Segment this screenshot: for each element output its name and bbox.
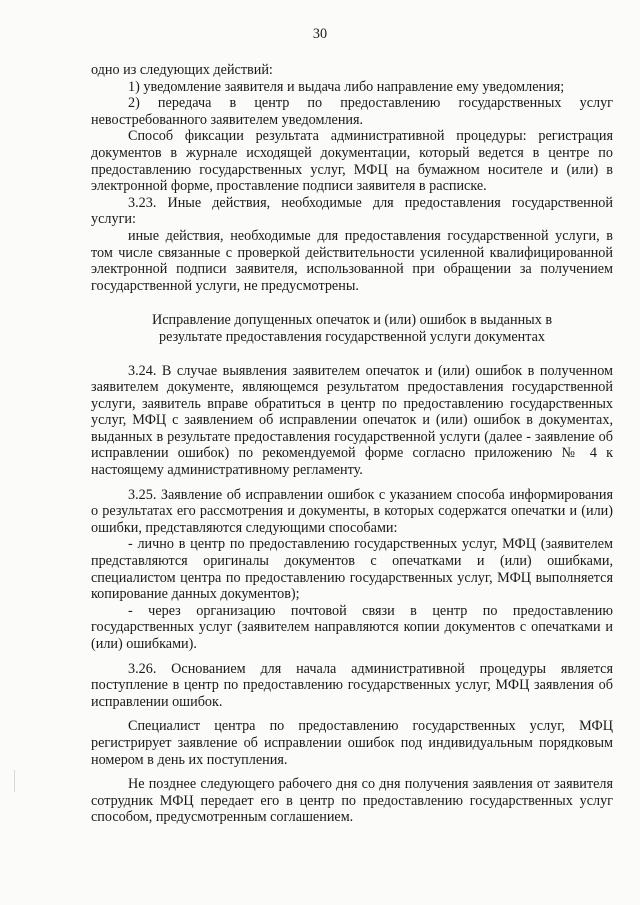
paragraph-fixation-method: Способ фиксации результата административной процедуры: регистрация документов в журнале исходящей документации, который ведется в центре по предоставлению государственных услуг, МФЦ на бумажном носителе и (или) в электронной форме, проставление подписи заявителя в расписке. [91,128,613,195]
page-number: 30 [312,26,328,42]
paragraph-registration: Специалист центра по предоставлению государственных услуг, МФЦ регистрирует заявление об исправлении ошибок под индивидуальным порядковым номером в день их поступления. [91,718,613,768]
paragraph-transfer: Не позднее следующего рабочего дня со дня получения заявления от заявителя сотрудник МФЦ передает его в центр по предоставлению государственных услуг способом, предусмотренным соглашением. [91,776,613,826]
paragraph-method-in-person: - лично в центр по предоставлению государственных услуг, МФЦ (заявителем представляются оригиналы документов с опечатками и (или) ошибками, специалистом центра по предоставлению государственных услуг, МФЦ выполняется копирование данных документов); [91,536,613,603]
paragraph-method-post: - через организацию почтовой связи в центр по предоставлению государственных услуг (заявителем направляются копии документов с опечатками и (или) ошибками). [91,602,613,652]
paragraph-option-2: 2) передача в центр по предоставлению государственных услуг невостребованного заявителем уведомления. [91,95,613,128]
paragraph-option-1: 1) уведомление заявителя и выдача либо направление ему уведомления; [128,78,565,95]
page-body [91,62,613,826]
paragraph-intro: одно из следующих действий: [91,62,273,78]
section-heading: Исправление допущенных опечаток и (или) ошибок в выданных в результате предоставления государственной услуги документах [151,312,553,345]
scan-margin-mark [14,770,15,792]
paragraph-3-26: 3.26. Основанием для начала административной процедуры является поступление в центр по предоставлению государственных услуг, МФЦ заявления об исправлении ошибок. [91,660,613,710]
paragraph-3-23: 3.23. Иные действия, необходимые для предоставления государственной услуги: [91,194,613,228]
paragraph-other-actions: иные действия, необходимые для предоставления государственной услуги, в том числе связанные с проверкой действительности усиленной квалифицированной электронной подписи заявителя, использованной при обращении за получением государственной услуги, не предусмотрены. [91,227,613,294]
paragraph-3-24: 3.24. В случае выявления заявителем опечаток и (или) ошибок в полученном заявителем документе, являющемся результатом предоставления государственной услуги, заявитель вправе обратиться в центр по предоставлению государственных услуг, МФЦ с заявлением об исправлении опечаток и (или) ошибок в документах, выданных в результате предоставления государственной услуги (далее - заявление об исправлении ошибок) по рекомендуемой форме согласно приложению № 4 к настоящему административному регламенту. [91,362,613,479]
paragraph-3-25: 3.25. Заявление об исправлении ошибок с указанием способа информирования о результатах его рассмотрения и документы, в которых содержатся опечатки и (или) ошибки, представляются следующими способами: [91,486,613,536]
